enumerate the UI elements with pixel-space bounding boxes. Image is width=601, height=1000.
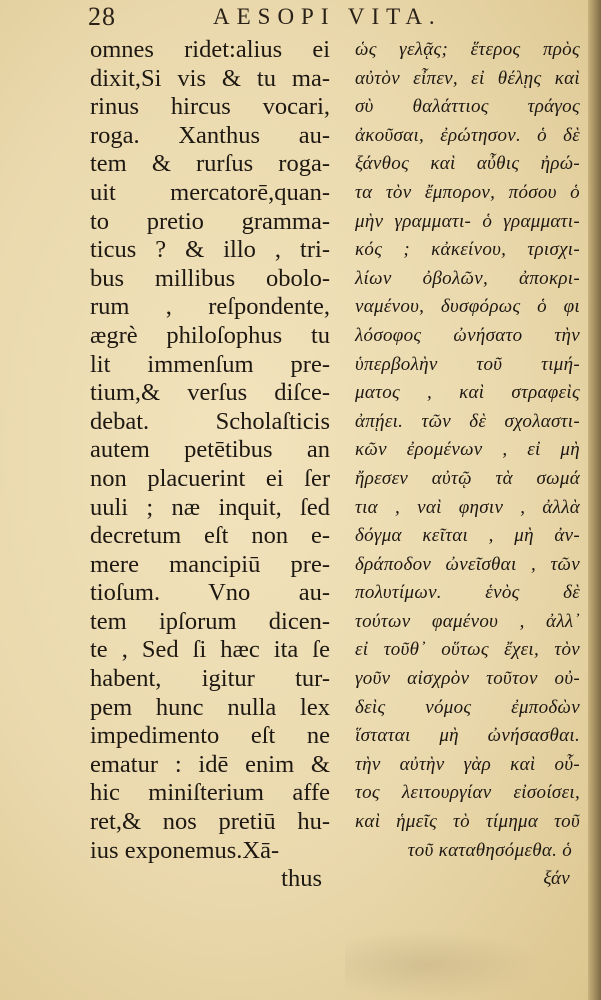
greek-line: τος λειτουργίαν εἰσοίσει, bbox=[355, 782, 580, 804]
latin-line: tioſum. Vno au- bbox=[90, 579, 330, 607]
greek-line: δράποδον ὠνεῖσθαι , τῶν bbox=[355, 553, 580, 575]
greek-line: ἤρεσεν αὐτῷ τὰ σωμά bbox=[355, 467, 580, 489]
latin-line: pem hunc nulla lex bbox=[90, 693, 330, 721]
greek-line: ματος , καὶ στραφεὶς bbox=[355, 382, 580, 404]
greek-line: κῶν ἐρομένων , εἰ μὴ bbox=[355, 439, 580, 461]
latin-line: ret,& nos pretiū hu- bbox=[90, 808, 330, 836]
greek-line: ξάνθος καὶ αὖθις ἠρώ- bbox=[355, 153, 580, 175]
latin-line: tem & rurſus roga- bbox=[90, 150, 330, 178]
running-title: AESOPI VITA. bbox=[213, 4, 442, 29]
latin-line: lit immenſum pre- bbox=[90, 350, 330, 378]
latin-line: uuli ; næ inquit, ſed bbox=[90, 493, 330, 521]
greek-line: σὺ θαλάττιος τράγος bbox=[355, 96, 580, 118]
page-number: 28 bbox=[88, 2, 116, 31]
greek-column bbox=[355, 36, 580, 894]
greek-line: ἀπῄει. τῶν δὲ σχολαστι- bbox=[355, 410, 580, 432]
greek-line: τα τὸν ἔμπορον, πόσου ὁ bbox=[355, 181, 580, 203]
latin-line: autem petētibus an bbox=[90, 436, 330, 464]
latin-line: dixit,Si vis & tu ma- bbox=[90, 64, 330, 92]
latin-line: ægrè philoſophus tu bbox=[90, 321, 330, 349]
greek-line: ὑπερβολὴν τοῦ τιμή- bbox=[355, 353, 580, 375]
latin-line: omnes ridet:alius ei bbox=[90, 36, 330, 63]
greek-line: τὴν αὐτὴν γὰρ καὶ οὗ- bbox=[355, 753, 580, 775]
greek-line: δεὶς νόμος ἐμποδὼν bbox=[355, 696, 580, 718]
book-spine-edge bbox=[588, 0, 601, 1000]
greek-line: κός ; κἀκείνου, τρισχι- bbox=[355, 239, 580, 261]
greek-line: λίων ὀβολῶν, ἀποκρι- bbox=[355, 267, 580, 289]
latin-line: impedimento eſt ne bbox=[90, 722, 330, 750]
latin-line: to pretio gramma- bbox=[90, 207, 330, 235]
latin-line: uit mercatorē,quan- bbox=[90, 178, 330, 206]
greek-line: τοῦ καταθησόμεθα. ὁ bbox=[407, 839, 572, 861]
greek-line: τια , ναὶ φησιν , ἀλλὰ bbox=[355, 496, 580, 518]
latin-line: decretum eſt non e- bbox=[90, 522, 330, 550]
greek-line: ἵσταται μὴ ὠνήσασθαι. bbox=[355, 725, 580, 747]
latin-line: mere mancipiū pre- bbox=[90, 550, 330, 578]
greek-line: ναμένου, δυσφόρως ὁ φι bbox=[355, 296, 580, 318]
latin-catchword: thus bbox=[281, 865, 322, 893]
latin-line: rinus hircus vocari, bbox=[90, 93, 330, 121]
greek-line: λόσοφος ὠνήσατο τὴν bbox=[355, 324, 580, 346]
paper-stain bbox=[345, 930, 545, 1000]
latin-line: bus millibus obolo- bbox=[90, 264, 330, 292]
latin-line: hic miniſterium affe bbox=[90, 779, 330, 807]
latin-line: rum , reſpondente, bbox=[90, 293, 330, 321]
greek-line: μὴν γραμματι- ὁ γραμματι- bbox=[355, 210, 580, 232]
greek-line: γοῦν αἰσχρὸν τοῦτον οὐ- bbox=[355, 668, 580, 690]
greek-line: εἰ τοῦθ᾽ οὕτως ἔχει, τὸν bbox=[355, 639, 580, 661]
greek-catchword: ξάν bbox=[543, 868, 570, 890]
latin-line: debat. Scholaſticis bbox=[90, 407, 330, 435]
greek-line: τούτων φαμένου , ἀλλ᾽ bbox=[355, 610, 580, 632]
running-head bbox=[88, 2, 568, 32]
latin-line: habent, igitur tur- bbox=[90, 665, 330, 693]
greek-line: ὡς γελᾷς; ἕτερος πρὸς bbox=[355, 39, 580, 60]
greek-line: ἀκοῦσαι, ἐρώτησον. ὁ δὲ bbox=[355, 124, 580, 146]
latin-line: ius exponemus.Xā- bbox=[90, 836, 280, 864]
latin-line: roga. Xanthus au- bbox=[90, 121, 330, 149]
greek-line: αὐτὸν εἶπεν, εἰ θέλῃς καὶ bbox=[355, 67, 580, 89]
greek-line: πολυτίμων. ἑνὸς δὲ bbox=[355, 582, 580, 604]
latin-line: tem ipſorum dicen- bbox=[90, 607, 330, 635]
latin-column bbox=[90, 36, 330, 894]
greek-line: καὶ ἡμεῖς τὸ τίμημα τοῦ bbox=[355, 811, 580, 833]
latin-line: tium,& verſus diſce- bbox=[90, 379, 330, 407]
greek-line: δόγμα κεῖται , μὴ ἀν- bbox=[355, 525, 580, 547]
latin-line: te , Sed ſi hæc ita ſe bbox=[90, 636, 330, 664]
latin-line: non placuerint ei ſer bbox=[90, 464, 330, 492]
latin-line: ticus ? & illo , tri- bbox=[90, 236, 330, 264]
latin-line: ematur : idē enim & bbox=[90, 750, 330, 778]
